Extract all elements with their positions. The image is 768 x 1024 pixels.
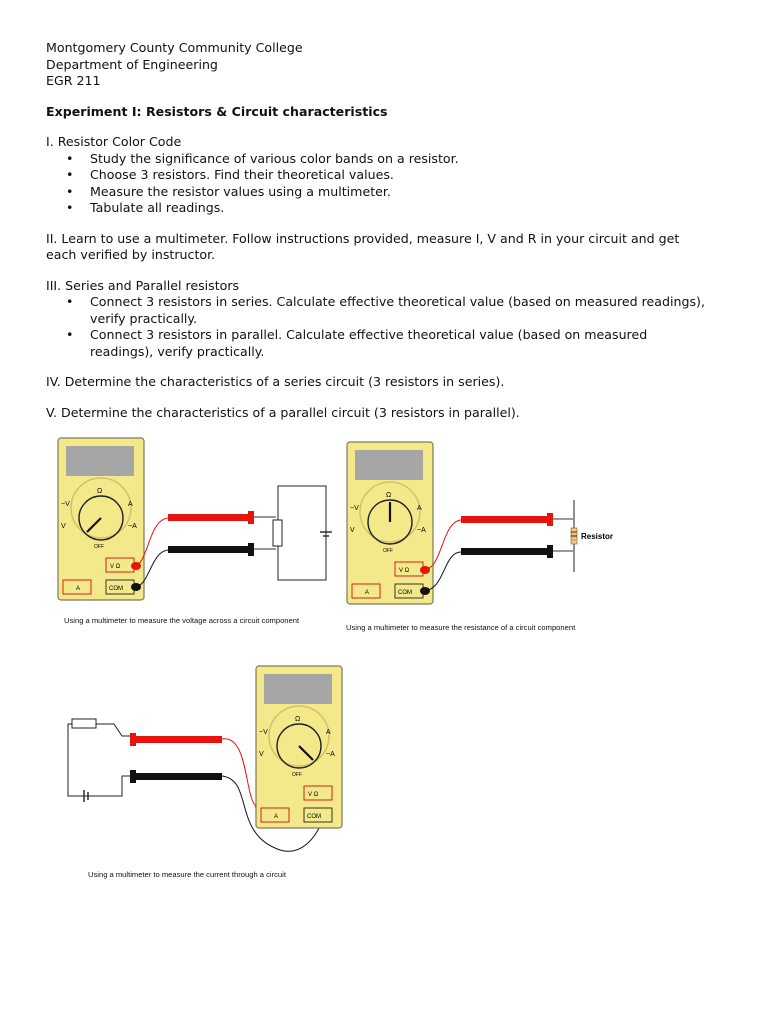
- resistance-measurement-figure: [345, 440, 625, 620]
- com-jack-label: COM: [398, 590, 412, 596]
- section-4-text: IV. Determine the characteristics of a series circuit (3 resistors in series).: [46, 374, 505, 389]
- off-label: OFF: [292, 772, 302, 778]
- resistor-component: [571, 500, 613, 572]
- black-probe: [461, 548, 549, 555]
- off-label: OFF: [94, 544, 104, 550]
- voltage-measurement-figure: [56, 436, 346, 616]
- resistor-label: Resistor: [581, 532, 614, 541]
- dc-volt-label: V: [350, 527, 355, 534]
- list-item-line: Connect 3 resistors in parallel. Calculate effective theoretical value (based on measured: [90, 327, 648, 342]
- multimeter-display: [66, 446, 134, 476]
- list-item: [90, 294, 736, 327]
- red-probe: [136, 736, 222, 743]
- dc-volt-label: V: [61, 523, 66, 530]
- off-label: OFF: [383, 548, 393, 554]
- ac-volt-label: ~V: [350, 505, 359, 512]
- section-2-line-2: each verified by instructor.: [46, 247, 216, 262]
- multimeter-body: [347, 442, 433, 604]
- dc-amp-label: ~A: [326, 751, 335, 758]
- multimeter-display: [355, 450, 423, 480]
- amp-jack-label: A: [76, 586, 81, 592]
- section-3-heading: III. Series and Parallel resistors: [46, 277, 240, 293]
- multimeter-body: [58, 438, 144, 600]
- section-2-line-1: II. Learn to use a multimeter. Follow instructions provided, measure I, V and R in your circuit and get: [46, 230, 680, 246]
- list-item-line: readings), verify practically.: [90, 343, 265, 359]
- red-probe: [461, 516, 549, 523]
- red-probe: [168, 514, 250, 521]
- multimeter-display: [264, 674, 332, 704]
- test-leads: [420, 513, 573, 595]
- list-item-line: verify practically.: [90, 310, 198, 326]
- list-item: • Choose 3 resistors. Find their theoretical values.: [90, 167, 736, 184]
- vohm-jack-label: V Ω: [308, 792, 319, 798]
- current-caption: Using a multimeter to measure the current through a circuit: [88, 870, 286, 879]
- ohm-label: Ω: [386, 492, 392, 499]
- document-body: [46, 40, 736, 421]
- list-item: • Study the significance of various color bands on a resistor.: [90, 151, 736, 168]
- dc-amp-label: ~A: [417, 527, 426, 534]
- resistor-symbol: [273, 520, 282, 546]
- multimeter-body: [256, 666, 342, 828]
- ac-volt-label: ~V: [259, 729, 268, 736]
- ac-volt-label: ~V: [61, 501, 70, 508]
- course-code: EGR 211: [46, 73, 101, 88]
- resistor-symbol: [72, 719, 96, 728]
- experiment-title: Experiment I: Resistors & Circuit characteristics: [46, 103, 388, 119]
- department-name: Department of Engineering: [46, 56, 218, 72]
- ohm-label: Ω: [295, 716, 301, 723]
- ac-amp-label: A: [326, 729, 331, 736]
- amp-jack-label: A: [365, 590, 370, 596]
- list-item-line: Connect 3 resistors in series. Calculate effective theoretical value (based on measured readings),: [90, 294, 705, 309]
- section-5-text: V. Determine the characteristics of a parallel circuit (3 resistors in parallel).: [46, 404, 520, 420]
- section-1-list: [46, 151, 736, 217]
- resistance-caption: Using a multimeter to measure the resistance of a circuit component: [346, 623, 576, 632]
- com-jack-label: COM: [307, 814, 321, 820]
- college-name: Montgomery County Community College: [46, 40, 303, 55]
- series-circuit: [273, 486, 332, 580]
- ac-amp-label: A: [417, 505, 422, 512]
- dc-amp-label: ~A: [128, 523, 137, 530]
- current-measurement-figure: [54, 664, 354, 864]
- section-1-heading: I. Resistor Color Code: [46, 134, 182, 149]
- dc-volt-label: V: [259, 751, 264, 758]
- voltage-caption: Using a multimeter to measure the voltage across a circuit component: [64, 616, 300, 625]
- vohm-jack-label: V Ω: [110, 564, 121, 570]
- com-jack-label: COM: [109, 586, 123, 592]
- vohm-jack-label: V Ω: [399, 568, 410, 574]
- ohm-label: Ω: [97, 488, 103, 495]
- list-item: • Tabulate all readings.: [90, 200, 736, 217]
- list-item: • Measure the resistor values using a multimeter.: [90, 184, 736, 201]
- black-probe: [168, 546, 250, 553]
- ac-amp-label: A: [128, 501, 133, 508]
- circuit-loop: [68, 719, 130, 802]
- section-3-list: [46, 294, 736, 360]
- test-leads: [131, 511, 276, 591]
- black-probe: [136, 773, 222, 780]
- amp-jack-label: A: [274, 814, 279, 820]
- list-item: [90, 327, 736, 360]
